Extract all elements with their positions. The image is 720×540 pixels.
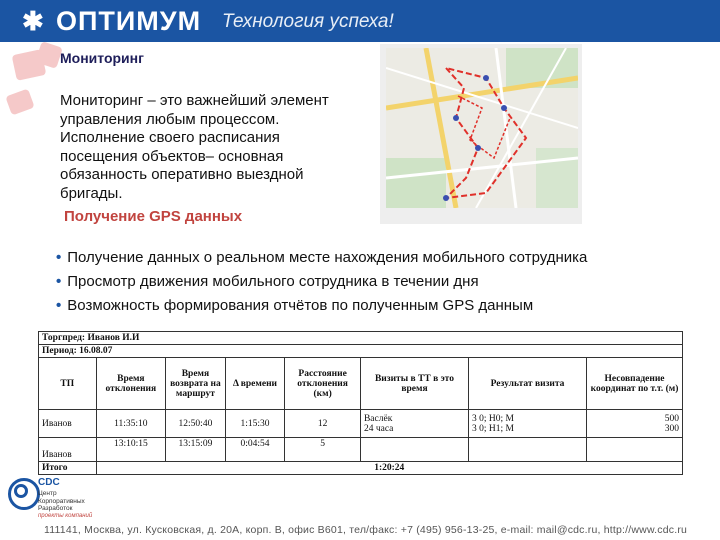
- visit-point: [483, 75, 489, 81]
- column-header: Δ времени: [225, 358, 285, 410]
- bullet-icon: •: [56, 273, 62, 290]
- gps-map: [386, 48, 578, 208]
- section-title: Мониторинг: [60, 50, 144, 66]
- visit-point: [475, 145, 481, 151]
- period-line: Период: 16.08.07: [39, 345, 683, 358]
- total-value: 1:20:24: [96, 462, 682, 475]
- logo-text: ОПТИМУМ: [56, 6, 202, 36]
- total-label: Итого: [39, 462, 97, 475]
- visit-result-cell: [468, 438, 586, 462]
- cdc-name: CDC: [38, 477, 60, 488]
- delta-time-cell: 0:04:54: [225, 438, 285, 462]
- table-row: [39, 410, 683, 438]
- distance-cell: 5: [285, 438, 361, 462]
- puzzle-piece-icon: [5, 88, 34, 115]
- mismatch-value: 300: [664, 423, 679, 434]
- intro-text: Мониторинг – это важнейший элемент управления любым процессом. Исполнение своего расписания посещения объектов– основная обязанность оперативно выездной бригады.: [60, 92, 329, 202]
- deviation-time-cell: 13:10:15: [96, 438, 166, 462]
- gps-heading: Получение GPS данных: [64, 208, 243, 225]
- column-header: Несовпадение координат по т.т. (м): [587, 358, 683, 410]
- park-area: [386, 158, 446, 208]
- return-time-cell: 13:15:09: [166, 438, 226, 462]
- column-header: Время возврата на маршрут: [166, 358, 226, 410]
- visits-cell: [360, 438, 468, 462]
- bullet-text: Просмотр движения мобильного сотрудника в течении дня: [67, 273, 479, 290]
- visit-point: [443, 195, 449, 201]
- visit-result: 3 0; Н1; М: [471, 423, 514, 434]
- mismatch-value: 500: [664, 413, 679, 424]
- table-row: [39, 332, 683, 345]
- visit-result: 3 0; Н0; М: [471, 413, 514, 424]
- cdc-tagline: проекты компаний: [38, 513, 93, 519]
- bullet-item: [56, 273, 479, 290]
- bullet-item: [56, 249, 587, 266]
- bullet-icon: •: [56, 297, 62, 314]
- column-header: ТП: [39, 358, 97, 410]
- visits-cell: [360, 410, 468, 438]
- visit-point: [453, 115, 459, 121]
- column-header: Расстояние отклонения (км): [285, 358, 361, 410]
- bullet-text: Возможность формирования отчётов по полученным GPS данным: [67, 297, 534, 314]
- tp-cell: Иванов: [39, 438, 97, 462]
- logo-star-icon: ✱: [22, 6, 44, 36]
- visit-entry: Васлёк: [363, 413, 393, 424]
- cdc-description: Центр Корпоративных Разработок: [38, 490, 85, 512]
- slogan: Технология успеха!: [222, 11, 394, 32]
- column-header: Визиты в ТТ в это время: [360, 358, 468, 410]
- bullet-item: [56, 297, 533, 314]
- bullet-icon: •: [56, 249, 62, 266]
- deviation-time-cell: 11:35:10: [96, 410, 166, 438]
- mismatch-cell: [587, 410, 683, 438]
- total-row: [39, 462, 683, 475]
- deviation-report-table: [38, 331, 683, 475]
- tp-cell: Иванов: [39, 410, 97, 438]
- return-time-cell: 12:50:40: [166, 410, 226, 438]
- table-header-row: [39, 358, 683, 410]
- visit-point: [501, 105, 507, 111]
- bullet-text: Получение данных о реальном месте нахождения мобильного сотрудника: [67, 249, 588, 266]
- table-row: [39, 345, 683, 358]
- cdc-logo-inner: [14, 484, 28, 498]
- mismatch-cell: [587, 438, 683, 462]
- park-area: [536, 148, 578, 208]
- footer-contacts: 111141, Москва, ул. Кусковская, д. 20А, корп. В, офис В601, тел/факс: +7 (495) 956-13-25, e-mail: mail@cdc.ru, http://www.cdc.ru: [44, 524, 688, 536]
- delta-time-cell: 1:15:30: [225, 410, 285, 438]
- column-header: Время отклонения: [96, 358, 166, 410]
- visit-entry: 24 часа: [363, 423, 394, 434]
- table-row: [39, 438, 683, 462]
- column-header: Результат визита: [468, 358, 586, 410]
- visit-result-cell: [468, 410, 586, 438]
- agent-line: Торгпред: Иванов И.И: [39, 332, 683, 345]
- distance-cell: 12: [285, 410, 361, 438]
